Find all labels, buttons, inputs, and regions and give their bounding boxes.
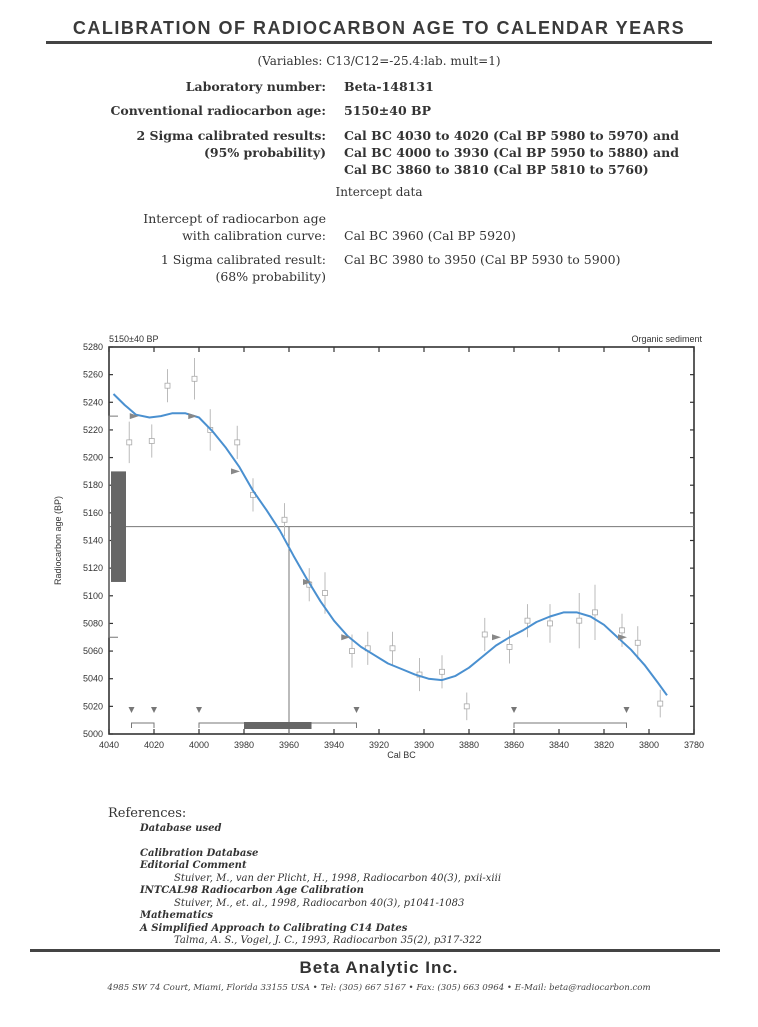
two-sigma-range-1: Cal BC 4030 to 4020 (Cal BP 5980 to 5970) and [344, 128, 679, 143]
range-marker [196, 707, 202, 713]
reference-gap [108, 836, 501, 848]
y-tick-label: 5280 [82, 342, 103, 352]
data-point [127, 440, 132, 445]
data-point [235, 440, 240, 445]
reference-citation: Stuiver, M., et. al., 1998, Radiocarbon 40(3), p1041-1083 [174, 897, 465, 909]
plot-frame [109, 347, 694, 734]
company-address: 4985 SW 74 Court, Miami, Florida 33155 USA • Tel: (305) 667 5167 • Fax: (305) 663 0964 • E-Mail: beta@radiocarbon.com [107, 983, 651, 993]
data-point [635, 640, 640, 645]
two-sigma-calendar-range [132, 723, 155, 728]
data-point [507, 644, 512, 649]
data-point [577, 618, 582, 623]
y-tick-label: 5040 [82, 673, 103, 684]
data-point [165, 383, 170, 388]
y-tick-label: 5260 [82, 369, 103, 380]
reference-citation: Talma, A. S., Vogel, J. C., 1993, Radiocarbon 35(2), p317-322 [174, 935, 482, 946]
y-axis-title: Radiocarbon age (BP) [53, 495, 63, 586]
two-sigma-calendar-range [514, 723, 627, 728]
data-point [620, 628, 625, 633]
two-sigma-range-3: Cal BC 3860 to 3810 (Cal BP 5810 to 5760) [344, 162, 649, 177]
curve-marker [188, 413, 197, 419]
chart-sample-type: Organic sediment [631, 334, 702, 344]
data-point [350, 649, 355, 654]
range-marker [129, 707, 135, 713]
data-point [482, 632, 487, 637]
variables-line: (Variables: C13/C12=-25.4:lab. mult=1) [257, 54, 501, 68]
range-marker [354, 707, 360, 713]
data-point [464, 704, 469, 709]
conventional-age-label: Conventional radiocarbon age: [110, 103, 326, 118]
reference-heading: A Simplified Approach to Calibrating C14 Dates [140, 922, 408, 934]
x-tick-label: 3800 [638, 740, 660, 750]
data-point [548, 621, 553, 626]
data-point [440, 669, 445, 674]
range-marker [624, 707, 630, 713]
chart-age-label: 5150±40 BP [109, 334, 159, 344]
data-point [149, 438, 154, 443]
range-marker [151, 707, 157, 713]
two-sigma-probability: (95% probability) [204, 145, 326, 160]
data-point [525, 618, 530, 623]
x-tick-label: 4020 [143, 740, 165, 750]
data-point [593, 610, 598, 615]
company-name: Beta Analytic Inc. [299, 958, 459, 977]
x-tick-label: 3900 [413, 740, 435, 750]
two-sigma-label: 2 Sigma calibrated results: [136, 128, 326, 143]
reference-heading: INTCAL98 Radiocarbon Age Calibration [140, 885, 364, 896]
x-tick-label: 3960 [278, 740, 300, 750]
footer-rule [30, 949, 720, 952]
title-rule [46, 41, 712, 44]
reference-citation: Stuiver, M., van der Plicht, H., 1998, Radiocarbon 40(3), pxii-xiii [174, 872, 502, 884]
y-tick-label: 5060 [82, 646, 103, 657]
x-tick-label: 3920 [368, 740, 390, 750]
reference-heading: Editorial Comment [140, 860, 247, 871]
lab-number-value: Beta-148131 [344, 79, 434, 94]
y-tick-label: 5240 [82, 397, 103, 408]
curve-marker [492, 634, 501, 640]
y-tick-label: 5120 [82, 563, 103, 574]
range-marker [511, 707, 517, 713]
y-tick-label: 5000 [82, 729, 103, 739]
data-point [658, 701, 663, 706]
intercept-value: Cal BC 3960 (Cal BP 5920) [344, 228, 516, 243]
y-tick-label: 5100 [82, 590, 103, 601]
conventional-age-value: 5150±40 BP [344, 103, 431, 118]
x-tick-label: 3820 [593, 740, 615, 750]
curve-marker [231, 468, 240, 474]
references-heading: References: [108, 806, 187, 821]
one-sigma-value: Cal BC 3980 to 3950 (Cal BP 5930 to 5900) [344, 252, 621, 267]
reference-heading: Mathematics [140, 910, 213, 921]
calibration-chart [0, 325, 758, 775]
x-tick-label: 4040 [98, 740, 120, 750]
one-sigma-probability: (68% probability) [215, 269, 326, 284]
intercept-label: Intercept of radiocarbon age [143, 211, 326, 226]
x-tick-label: 3840 [548, 740, 570, 750]
report-title: CALIBRATION OF RADIOCARBON AGE TO CALENDAR YEARS [72, 18, 686, 38]
intercept-heading: Intercept data [335, 185, 423, 199]
x-axis-title: Cal BC [387, 750, 416, 760]
y-tick-label: 5080 [82, 618, 103, 629]
y-tick-label: 5220 [82, 424, 103, 435]
x-tick-label: 3980 [233, 740, 255, 750]
data-point [323, 591, 328, 596]
y-tick-label: 5160 [82, 507, 103, 518]
data-point [282, 517, 287, 522]
intercept-label-2: with calibration curve: [182, 228, 326, 243]
y-tick-label: 5140 [82, 535, 103, 546]
x-tick-label: 3880 [458, 740, 480, 750]
one-sigma-calendar-range [244, 722, 312, 729]
lab-number-label: Laboratory number: [185, 79, 326, 94]
reference-heading: Calibration Database [140, 847, 259, 859]
references-list [108, 823, 501, 948]
references [108, 806, 501, 948]
reference-heading: Database used [140, 823, 222, 834]
y-tick-label: 5200 [82, 452, 103, 463]
data-point [390, 646, 395, 651]
one-sigma-age-bar [111, 471, 126, 582]
x-tick-label: 4000 [188, 740, 210, 750]
y-tick-label: 5180 [82, 480, 103, 491]
data-point [192, 376, 197, 381]
two-sigma-range-2: Cal BC 4000 to 3930 (Cal BP 5950 to 5880) and [344, 145, 679, 160]
x-tick-label: 3940 [323, 740, 345, 750]
x-tick-label: 3860 [503, 740, 525, 750]
x-tick-label: 3780 [683, 740, 705, 750]
y-tick-label: 5020 [82, 701, 103, 712]
one-sigma-label: 1 Sigma calibrated result: [160, 252, 326, 267]
